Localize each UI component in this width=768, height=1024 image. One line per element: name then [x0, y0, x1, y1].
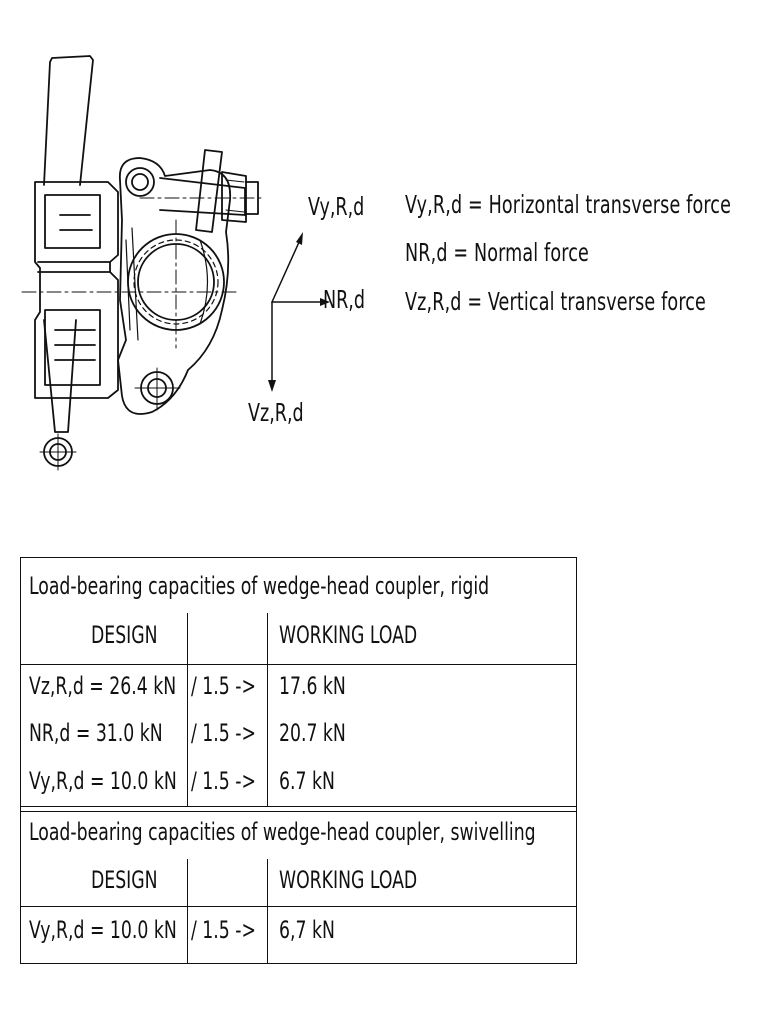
- table-col-rule: [267, 613, 268, 806]
- legend-nr: NR,d = Normal force: [405, 238, 589, 267]
- table-rule: [21, 811, 576, 812]
- legend-vy: Vy,R,d = Horizontal transverse force: [405, 190, 732, 219]
- table-col-rule: [187, 859, 188, 964]
- legend-vz: Vz,R,d = Vertical transverse force: [405, 287, 707, 316]
- vz-axis-label: Vz,R,d: [248, 398, 304, 427]
- force-axes: [272, 240, 320, 382]
- row-design: NR,d = 31.0 kN: [29, 719, 163, 747]
- row-design: Vy,R,d = 10.0 kN: [29, 916, 177, 944]
- row-working: 6.7 kN: [279, 767, 335, 795]
- wedge-part: [44, 56, 93, 185]
- clamp-flap: [196, 150, 222, 232]
- vz-arrowhead: [268, 380, 276, 392]
- section-title-rigid: Load-bearing capacities of wedge-head coupler, rigid: [29, 572, 490, 600]
- nr-axis-label: NR,d: [323, 285, 366, 314]
- row-design: Vy,R,d = 10.0 kN: [29, 767, 177, 795]
- row-factor: / 1.5 ->: [191, 916, 256, 944]
- row-factor: / 1.5 ->: [191, 767, 256, 795]
- bolt: [160, 178, 245, 215]
- header-design: DESIGN: [91, 866, 158, 894]
- section-title-swivelling: Load-bearing capacities of wedge-head coupler, swivelling: [29, 818, 536, 846]
- hinge-circle: [126, 168, 154, 196]
- row-factor: / 1.5 ->: [191, 719, 256, 747]
- header-working-load: WORKING LOAD: [279, 621, 418, 649]
- header-design: DESIGN: [91, 621, 158, 649]
- table-rule: [21, 806, 576, 807]
- load-capacity-table: [20, 557, 577, 964]
- vy-arrowhead: [296, 232, 303, 245]
- row-design: Vz,R,d = 26.4 kN: [29, 672, 177, 700]
- table-rule: [21, 664, 576, 665]
- table-col-rule: [267, 859, 268, 964]
- row-factor: / 1.5 ->: [191, 672, 256, 700]
- wedge-lower: [44, 320, 76, 432]
- row-working: 17.6 kN: [279, 672, 346, 700]
- header-working-load: WORKING LOAD: [279, 866, 418, 894]
- vy-axis-label: Vy,R,d: [308, 192, 365, 221]
- table-col-rule: [187, 613, 188, 806]
- row-working: 6,7 kN: [279, 916, 335, 944]
- table-rule: [21, 906, 576, 907]
- row-working: 20.7 kN: [279, 719, 346, 747]
